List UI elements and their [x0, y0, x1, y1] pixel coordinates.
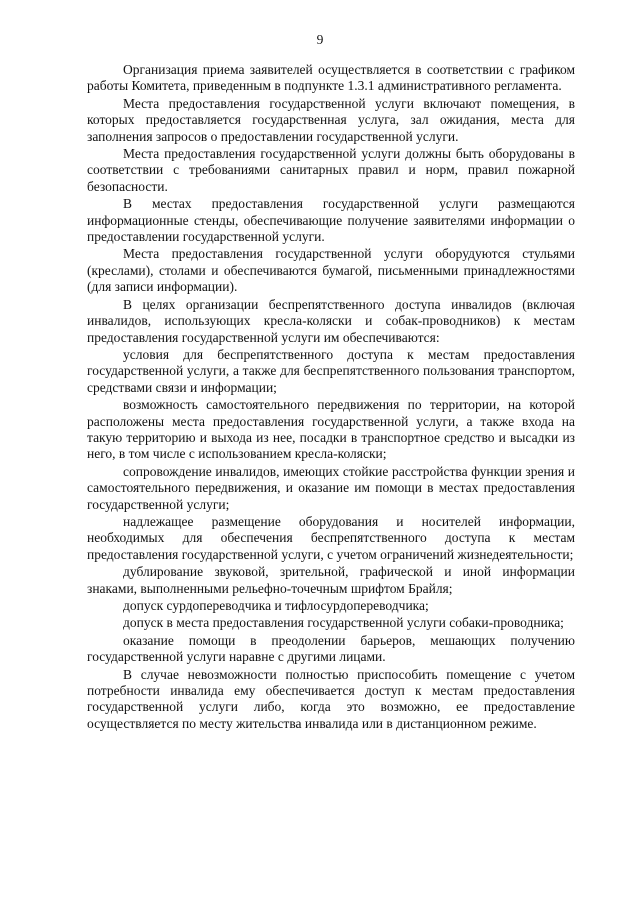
paragraph: возможность самостоятельного передвижения по территории, на которой расположены места предоставления государственной услуги, а также входа на такую территорию и выхода из нее, посадки в транспортное средство и высадки из него, в том числе с использованием кресла-коляски; [87, 397, 575, 462]
paragraph: В местах предоставления государственной услуги размещаются информационные стенды, обеспечивающие получение заявителями информации о предоставлении государственной услуги. [87, 196, 575, 245]
paragraph: В целях организации беспрепятственного доступа инвалидов (включая инвалидов, использующих кресла-коляски и собак-проводников) к местам предоставления государственной услуги им обеспечиваются: [87, 296, 575, 345]
paragraph: оказание помощи в преодолении барьеров, мешающих получению государственной услуги наравне с другими лицами. [87, 632, 575, 665]
paragraph: надлежащее размещение оборудования и носителей информации, необходимых для обеспечения беспрепятственного доступа к местам предоставления государственной услуги, с учетом ограничений жизнедеятельности; [87, 513, 575, 562]
paragraph: условия для беспрепятственного доступа к местам предоставления государственной услуги, а также для беспрепятственного пользования транспортом, средствами связи и информации; [87, 346, 575, 395]
document-body [87, 62, 575, 733]
paragraph: В случае невозможности полностью приспособить помещение с учетом потребности инвалида ему обеспечивается доступ к местам предоставления государственной услуги либо, когда это возможно, ее предоставление осуществляется по месту жительства инвалида или в дистанционном режиме. [87, 666, 575, 731]
paragraph: сопровождение инвалидов, имеющих стойкие расстройства функции зрения и самостоятельного передвижения, и оказание им помощи в местах предоставления государственной услуги; [87, 463, 575, 512]
paragraph: дублирование звуковой, зрительной, графической и иной информации знаками, выполненными рельефно-точечным шрифтом Брайля; [87, 564, 575, 596]
paragraph: Места предоставления государственной услуги оборудуются стульями (креслами), столами и обеспечиваются бумагой, письменными принадлежностями (для записи информации). [87, 246, 575, 295]
paragraph: допуск в места предоставления государственной услуги собаки-проводника; [123, 615, 564, 631]
paragraph: допуск сурдопереводчика и тифлосурдопереводчика; [123, 598, 429, 613]
paragraph: Места предоставления государственной услуги включают помещения, в которых предоставляется государственная услуга, зал ожидания, места для заполнения запросов о предоставлении государственной услуги. [87, 95, 575, 144]
paragraph: Места предоставления государственной услуги должны быть оборудованы в соответствии с требованиями санитарных правил и норм, правил пожарной безопасности. [87, 146, 575, 194]
paragraph: Организация приема заявителей осуществляется в соответствии с графиком работы Комитета, приведенным в подпункте 1.3.1 административного регламента. [87, 62, 575, 94]
page-number: 9 [316, 32, 324, 47]
